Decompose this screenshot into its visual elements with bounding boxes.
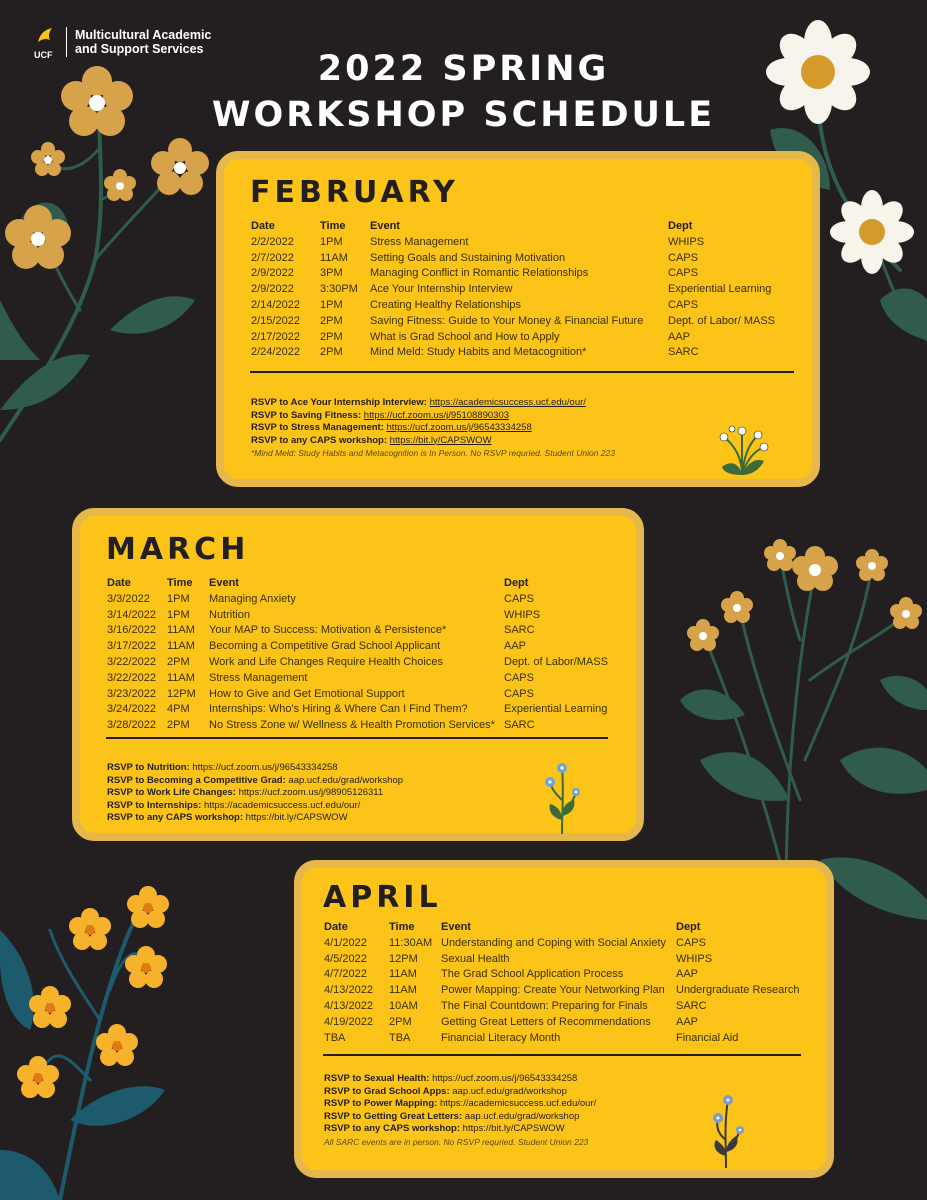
col-date: Date	[324, 921, 348, 933]
rsvp-label: RSVP to any CAPS workshop:	[107, 812, 244, 823]
table-row	[324, 1015, 824, 1031]
march-divider	[106, 737, 608, 739]
cell-dept: Dept. of Labor/ MASS	[668, 314, 775, 327]
cell-event: Sexual Health	[441, 952, 510, 965]
table-row	[251, 330, 811, 346]
rsvp-label: RSVP to Power Mapping:	[324, 1098, 438, 1109]
march-card	[72, 508, 644, 841]
table-row	[251, 251, 811, 267]
rsvp-link[interactable]: https://ucf.zoom.us/j/96543334258	[192, 762, 338, 773]
cell-time: 11AM	[389, 984, 417, 997]
cell-dept: Undergraduate Research	[676, 984, 800, 997]
rsvp-link[interactable]: https://ucf.zoom.us/j/98905126311	[238, 787, 384, 798]
cell-dept: AAP	[504, 640, 527, 653]
table-row	[107, 623, 637, 639]
cell-time: 12PM	[389, 952, 418, 965]
cell-date: 4/13/2022	[324, 984, 373, 997]
cell-dept: CAPS	[504, 671, 534, 684]
cell-dept: SARC	[676, 999, 707, 1012]
cell-event: Managing Anxiety	[209, 592, 296, 605]
rsvp-line	[324, 1111, 596, 1124]
cell-date: 3/22/2022	[107, 671, 156, 684]
col-event: Event	[441, 921, 471, 933]
table-row	[251, 345, 811, 361]
cell-date: 3/22/2022	[107, 655, 156, 668]
cell-event: Your MAP to Success: Motivation & Persistence*	[209, 624, 447, 637]
table-row	[251, 282, 811, 298]
cell-date: 2/17/2022	[251, 330, 300, 343]
cell-time: 3:30PM	[320, 283, 358, 296]
march-rows	[107, 592, 637, 734]
rsvp-line	[107, 762, 403, 775]
rsvp-link[interactable]: https://academicsuccess.ucf.edu/our/	[203, 799, 361, 811]
march-table	[107, 576, 637, 734]
cell-dept: SARC	[504, 624, 535, 637]
table-row	[107, 671, 637, 687]
rsvp-link[interactable]: https://bit.ly/CAPSWOW	[389, 434, 492, 446]
february-divider	[250, 371, 794, 373]
rsvp-line	[251, 422, 615, 435]
rsvp-line	[107, 775, 403, 788]
table-row	[324, 952, 824, 968]
blue-flower-icon	[706, 1090, 748, 1170]
cell-event: Power Mapping: Create Your Networking Plan	[441, 984, 665, 997]
cell-time: 1PM	[320, 235, 343, 248]
rsvp-line	[107, 787, 403, 800]
april-card	[294, 860, 834, 1178]
cell-date: 2/9/2022	[251, 283, 294, 296]
cell-event: Setting Goals and Sustaining Motivation	[370, 251, 566, 264]
table-row	[324, 1031, 824, 1047]
cell-time: 1PM	[320, 298, 343, 311]
april-divider	[323, 1054, 801, 1056]
february-rows	[251, 235, 811, 361]
rsvp-link[interactable]: https://academicsuccess.ucf.edu/our/	[439, 1098, 597, 1109]
table-row	[107, 655, 637, 671]
cell-date: 4/13/2022	[324, 999, 373, 1012]
rsvp-label: RSVP to Work Life Changes:	[107, 787, 236, 798]
february-table	[251, 219, 811, 361]
cell-date: 3/16/2022	[107, 624, 156, 637]
col-dept: Dept	[676, 921, 701, 933]
cell-dept: SARC	[668, 346, 699, 359]
cell-date: 4/19/2022	[324, 1015, 373, 1028]
table-row	[107, 718, 637, 734]
cell-date: 2/9/2022	[251, 267, 294, 280]
table-row	[324, 983, 824, 999]
cell-dept: CAPS	[676, 936, 706, 949]
cell-dept: CAPS	[504, 592, 534, 605]
table-row	[251, 266, 811, 282]
cell-event: Understanding and Coping with Social Anxiety	[441, 936, 667, 949]
table-row	[251, 314, 811, 330]
cell-date: 3/14/2022	[107, 608, 156, 621]
cell-time: 11AM	[320, 251, 348, 264]
cell-event: Ace Your Internship Interview	[370, 283, 513, 296]
cell-time: 11AM	[389, 968, 417, 981]
rsvp-label: RSVP to any CAPS workshop:	[251, 434, 388, 446]
rsvp-link[interactable]: https://ucf.zoom.us/j/96543334258	[386, 422, 532, 433]
cell-dept: WHIPS	[668, 235, 705, 248]
cell-dept: SARC	[504, 719, 535, 732]
cell-date: 2/24/2022	[251, 346, 300, 359]
cell-time: 2PM	[320, 314, 343, 327]
rsvp-link[interactable]: aap.ucf.edu/grad/workshop	[464, 1110, 580, 1122]
rsvp-label: RSVP to Getting Great Letters:	[324, 1110, 463, 1122]
col-time: Time	[167, 577, 193, 589]
rsvp-label: RSVP to Stress Management:	[251, 422, 384, 433]
cell-date: 2/14/2022	[251, 298, 300, 311]
rsvp-label: RSVP to Internships:	[107, 799, 202, 811]
page-title	[0, 46, 927, 138]
table-row	[107, 639, 637, 655]
table-row	[107, 608, 637, 624]
cell-event: Stress Management	[370, 235, 469, 248]
february-title: FEBRUARY	[250, 175, 459, 210]
rsvp-label: RSVP to any CAPS workshop:	[324, 1123, 461, 1134]
cell-date: 2/7/2022	[251, 251, 294, 264]
cell-event: Internships: Who's Hiring & Where Can I Find Them?	[209, 703, 468, 716]
col-dept: Dept	[668, 220, 693, 232]
cell-event: Work and Life Changes Require Health Choices	[209, 655, 443, 668]
table-row	[324, 967, 824, 983]
title-line1: 2022 SPRING	[317, 49, 610, 89]
col-event: Event	[370, 220, 400, 232]
rsvp-line	[324, 1086, 596, 1099]
flower-bouquet-icon	[714, 417, 774, 477]
cell-event: Saving Fitness: Guide to Your Money & Financial Future	[370, 314, 644, 327]
footnote: *Mind Meld: Study Habits and Metacognition is In Person. No RSVP requried. Student Union 223	[251, 448, 615, 458]
february-rsvp	[251, 397, 615, 460]
cell-event: Nutrition	[209, 608, 250, 621]
cell-time: 2PM	[167, 719, 190, 732]
footnote: All SARC events are in person. No RSVP requried. Student Union 223	[324, 1136, 589, 1147]
rsvp-line	[107, 800, 403, 813]
cell-event: Mind Meld: Study Habits and Metacognition*	[370, 346, 587, 359]
cell-date: 3/28/2022	[107, 719, 156, 732]
rsvp-label: RSVP to Becoming a Competitive Grad:	[107, 774, 286, 786]
cell-dept: CAPS	[668, 298, 698, 311]
cell-time: 2PM	[320, 330, 343, 343]
logo-ucf-text: UCF	[34, 50, 53, 60]
cell-time: 2PM	[167, 655, 190, 668]
table-header	[251, 219, 811, 235]
rsvp-line	[251, 435, 615, 448]
cell-time: 1PM	[167, 608, 190, 621]
table-row	[107, 592, 637, 608]
cell-time: TBA	[389, 1031, 411, 1044]
cell-time: 11AM	[167, 671, 195, 684]
cell-dept: CAPS	[668, 267, 698, 280]
rsvp-line	[251, 410, 615, 423]
col-event: Event	[209, 577, 239, 589]
cell-time: 11AM	[167, 640, 195, 653]
cell-date: 3/23/2022	[107, 687, 156, 700]
rsvp-link[interactable]: https://ucf.zoom.us/j/95108890303	[363, 409, 510, 421]
rsvp-link[interactable]: https://bit.ly/CAPSWOW	[462, 1123, 565, 1134]
cell-date: 4/1/2022	[324, 936, 367, 949]
cell-event: Becoming a Competitive Grad School Applicant	[209, 640, 441, 653]
cell-dept: Financial Aid	[676, 1031, 739, 1044]
cell-event: What is Grad School and How to Apply	[370, 330, 560, 343]
table-row	[251, 235, 811, 251]
cell-event: How to Give and Get Emotional Support	[209, 687, 405, 700]
march-rsvp	[107, 762, 403, 825]
cell-event: Financial Literacy Month	[441, 1031, 561, 1044]
table-row	[107, 702, 637, 718]
blue-flower-icon	[542, 760, 582, 836]
cell-dept: AAP	[676, 968, 699, 981]
rsvp-label: RSVP to Grad School Apps:	[324, 1085, 450, 1097]
cell-dept: Dept. of Labor/MASS	[504, 655, 608, 668]
rsvp-link[interactable]: aap.ucf.edu/grad/workshop	[452, 1085, 567, 1097]
cell-time: 1PM	[167, 592, 190, 605]
rsvp-link[interactable]: https://ucf.zoom.us/j/96543334258	[432, 1073, 578, 1084]
cell-event: Creating Healthy Relationships	[370, 298, 522, 311]
rsvp-label: RSVP to Nutrition:	[107, 762, 190, 773]
cell-event: Getting Great Letters of Recommendations	[441, 1015, 651, 1028]
col-dept: Dept	[504, 577, 529, 589]
cell-event: No Stress Zone w/ Wellness & Health Promotion Services*	[209, 719, 495, 732]
logo-line2: and Support Services	[75, 42, 204, 56]
cell-dept: CAPS	[668, 251, 698, 264]
cell-date: 3/3/2022	[107, 592, 150, 605]
cell-time: 10AM	[389, 999, 418, 1012]
cell-time: 12PM	[167, 687, 196, 700]
cell-date: 3/24/2022	[107, 703, 156, 716]
rsvp-label: RSVP to Ace Your Internship Interview:	[251, 397, 427, 408]
cell-time: 11AM	[167, 624, 195, 637]
cell-date: 4/5/2022	[324, 952, 367, 965]
title-line2: WORKSHOP SCHEDULE	[211, 95, 716, 135]
cell-event: The Grad School Application Process	[441, 968, 624, 981]
cell-date: 2/15/2022	[251, 314, 300, 327]
april-table	[324, 920, 824, 1046]
cell-event: Stress Management	[209, 671, 308, 684]
february-card	[216, 151, 820, 487]
cell-dept: Experiential Learning	[668, 283, 772, 296]
cell-date: TBA	[324, 1031, 346, 1044]
cell-time: 4PM	[167, 703, 190, 716]
rsvp-label: RSVP to Saving Fitness:	[251, 409, 362, 421]
april-rows	[324, 936, 824, 1047]
rsvp-label: RSVP to Sexual Health:	[324, 1073, 430, 1084]
cell-dept: WHIPS	[504, 608, 541, 621]
cell-time: 2PM	[389, 1015, 412, 1028]
cell-dept: AAP	[676, 1015, 699, 1028]
april-title: APRIL	[323, 880, 442, 915]
cell-date: 2/2/2022	[251, 235, 294, 248]
march-title: MARCH	[106, 532, 250, 567]
cell-date: 3/17/2022	[107, 640, 156, 653]
rsvp-link[interactable]: https://academicsuccess.ucf.edu/our/	[429, 397, 586, 408]
cell-dept: Experiential Learning	[504, 703, 608, 716]
cell-dept: AAP	[668, 330, 691, 343]
table-row	[324, 999, 824, 1015]
rsvp-line	[324, 1123, 596, 1136]
table-row	[107, 687, 637, 703]
cell-time: 2PM	[320, 346, 343, 359]
col-date: Date	[107, 577, 131, 589]
rsvp-line	[324, 1098, 596, 1111]
col-time: Time	[389, 921, 415, 933]
rsvp-link[interactable]: aap.ucf.edu/grad/workshop	[288, 774, 404, 786]
table-header	[324, 920, 824, 936]
cell-event: Managing Conflict in Romantic Relationships	[370, 267, 589, 280]
rsvp-line	[107, 812, 403, 825]
col-date: Date	[251, 220, 275, 232]
cell-dept: CAPS	[504, 687, 534, 700]
cell-time: 3PM	[320, 267, 343, 280]
cell-dept: WHIPS	[676, 952, 713, 965]
rsvp-line	[251, 397, 615, 410]
table-row	[324, 936, 824, 952]
col-time: Time	[320, 220, 346, 232]
cell-event: The Final Countdown: Preparing for Finals	[441, 999, 648, 1012]
rsvp-link[interactable]: https://bit.ly/CAPSWOW	[245, 812, 348, 823]
logo-line1: Multicultural Academic	[75, 28, 212, 42]
cell-time: 11:30AM	[389, 936, 433, 949]
rsvp-line	[324, 1073, 596, 1086]
april-rsvp	[324, 1073, 596, 1148]
table-row	[251, 298, 811, 314]
cell-date: 4/7/2022	[324, 968, 367, 981]
table-header	[107, 576, 637, 592]
